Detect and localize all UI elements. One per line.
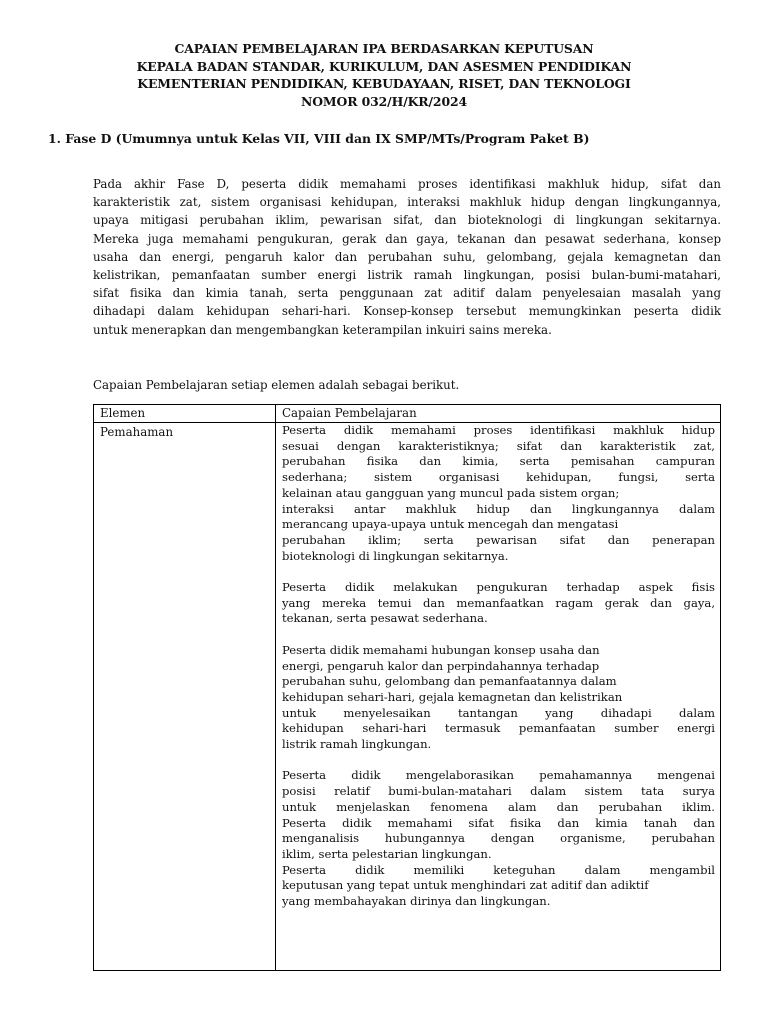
title-line: KEPALA BADAN STANDAR, KURIKULUM, DAN ASESMEN PENDIDIKAN — [136, 58, 632, 74]
title-line: NOMOR 032/H/KR/2024 — [300, 93, 468, 109]
intro-line: dihadapi dalam kehidupan sehari-hari. Konsep-konsep tersebut memungkinkan peserta didik — [93, 304, 721, 319]
capaian-line: posisi relatif bumi-bulan-matahari dalam sistem tata surya — [282, 784, 715, 799]
capaian-line: yang membahayakan dirinya dan lingkungan. — [282, 894, 551, 909]
capaian-line: Peserta didik memiliki keteguhan dalam mengambil — [282, 862, 715, 877]
intro-line: usaha dan energi, pengaruh kalor dan perubahan suhu, gelombang, gejala kemagnetan dan — [93, 249, 721, 264]
capaian-line: kelainan atau gangguan yang muncul pada sistem organ; — [282, 485, 620, 500]
capaian-line: perubahan fisika dan kimia, serta pemisahan campuran — [282, 454, 715, 469]
intro-line: upaya mitigasi perubahan iklim, pewarisan sifat, dan bioteknologi di lingkungan sekitarnya. — [93, 213, 721, 228]
capaian-line: interaksi antar makhluk hidup dan lingkungannya dalam — [282, 501, 715, 516]
intro-line: untuk menerapkan dan mengembangkan keterampilan inkuiri sains mereka. — [93, 322, 552, 337]
table-column-divider — [275, 405, 276, 970]
capaian-line: perubahan suhu, gelombang dan pemanfaatannya dalam — [282, 674, 617, 689]
capaian-line: bioteknologi di lingkungan sekitarnya. — [282, 548, 509, 563]
capaian-line: merancang upaya-upaya untuk mencegah dan mengatasi — [282, 517, 619, 532]
capaian-line: yang mereka temui dan memanfaatkan ragam gerak dan gaya, — [282, 595, 715, 610]
capaian-line: Peserta didik memahami proses identifikasi makhluk hidup — [282, 423, 715, 437]
capaian-line: menganalisis hubungannya dengan organisme, perubahan — [282, 831, 715, 846]
table-lead-text: Capaian Pembelajaran setiap elemen adalah sebagai berikut. — [93, 378, 460, 392]
intro-line: karakteristik zat, sistem organisasi kehidupan, interaksi makhluk hidup dengan lingkungannya, — [93, 195, 721, 210]
capaian-line: keputusan yang tepat untuk menghindari zat aditif dan adiktif — [282, 878, 649, 893]
capaian-line: Peserta didik memahami sifat fisika dan kimia tanah dan — [282, 815, 715, 830]
table-header-capaian: Capaian Pembelajaran — [282, 406, 417, 420]
capaian-line: iklim, serta pelestarian lingkungan. — [282, 846, 492, 861]
capaian-paragraph-2 — [282, 580, 715, 627]
capaian-paragraph-1 — [282, 423, 715, 564]
capaian-line: energi, pengaruh kalor dan perpindahannya terhadap — [282, 658, 600, 673]
table-cell-capaian — [282, 423, 715, 910]
capaian-line: kehidupan sehari-hari termasuk pemanfaatan sumber energi — [282, 721, 715, 736]
intro-line: Mereka juga memahami pengukuran, gerak dan gaya, tekanan dan pesawat sederhana, konsep — [93, 231, 721, 246]
title-line: KEMENTERIAN PENDIDIKAN, KEBUDAYAAN, RISET, DAN TEKNOLOGI — [137, 76, 631, 91]
intro-line: sifat fisika dan kimia tanah, serta penggunaan zat aditif dalam penyelesaian masalah yang — [93, 286, 721, 301]
intro-paragraph — [93, 175, 721, 339]
capaian-line: Peserta didik memahami hubungan konsep usaha dan — [282, 642, 600, 657]
table-header-elemen: Elemen — [100, 406, 146, 420]
capaian-line: tekanan, serta pesawat sederhana. — [282, 611, 488, 626]
capaian-line: Peserta didik mengelaborasikan pemahamannya mengenai — [282, 768, 715, 783]
capaian-line: sederhana; sistem organisasi kehidupan, fungsi, serta — [282, 470, 715, 485]
capaian-line: untuk menyelesaikan tantangan yang dihadapi dalam — [282, 705, 715, 720]
intro-line: Pada akhir Fase D, peserta didik memahami proses identifikasi makhluk hidup, sifat dan — [93, 177, 721, 191]
capaian-line: untuk menjelaskan fenomena alam dan perubahan iklim. — [282, 799, 715, 814]
capaian-paragraph-3 — [282, 643, 715, 753]
intro-line: kelistrikan, pemanfaatan sumber energi listrik ramah lingkungan, posisi bulan-bumi-matahari, — [93, 268, 721, 283]
capaian-table — [93, 404, 721, 971]
capaian-line: perubahan iklim; serta pewarisan sifat dan penerapan — [282, 532, 715, 547]
table-cell-elemen: Pemahaman — [100, 425, 174, 439]
capaian-line: Peserta didik melakukan pengukuran terhadap aspek fisis — [282, 580, 715, 595]
capaian-line: sesuai dengan karakteristiknya; sifat dan karakteristik zat, — [282, 438, 715, 453]
capaian-paragraph-4 — [282, 768, 715, 909]
capaian-line: kehidupan sehari-hari, gejala kemagnetan dan kelistrikan — [282, 689, 623, 704]
title-line: CAPAIAN PEMBELAJARAN IPA BERDASARKAN KEPUTUSAN — [174, 41, 594, 56]
capaian-line: listrik ramah lingkungan. — [282, 737, 432, 752]
section-heading: 1. Fase D (Umumnya untuk Kelas VII, VIII dan IX SMP/MTs/Program Paket B) — [48, 131, 590, 146]
document-title — [0, 40, 768, 110]
